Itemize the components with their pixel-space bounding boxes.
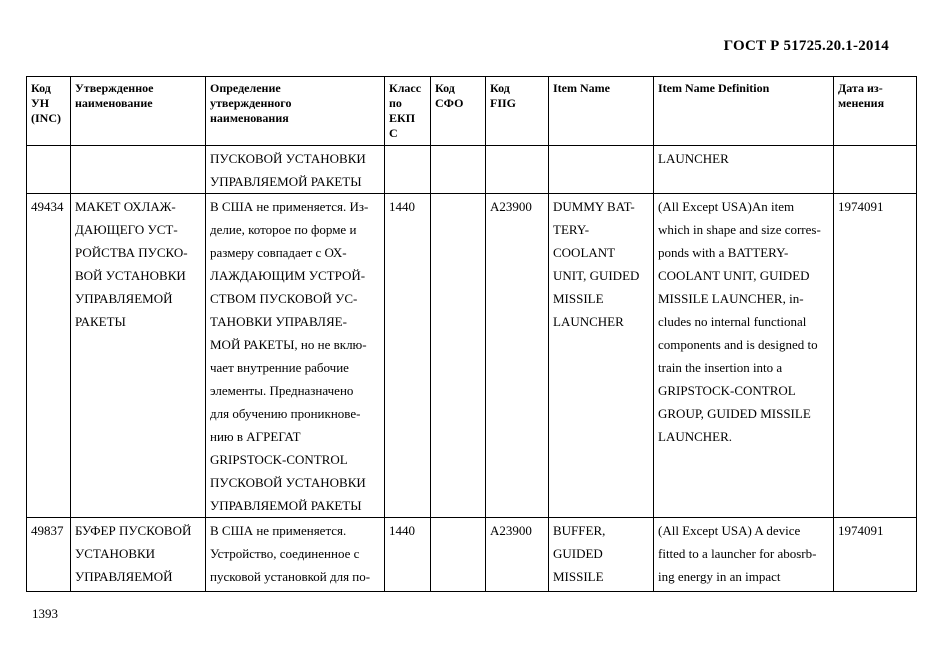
cell-item-definition [654,194,834,518]
cell-line: УСТАНОВКИ [75,546,156,561]
cell-line: ponds with a BATTERY- [658,245,789,260]
header-approved-name [71,77,206,146]
cell-sfo [431,146,486,194]
cell-line: пусковой установкой для по- [210,569,371,584]
cell-line: УПРАВЛЯЕМОЙ [75,291,173,306]
cell-item-name [549,194,654,518]
cell-line: размеру совпадает с ОХ- [210,245,347,260]
cell-line: МАКЕТ ОХЛАЖ- [75,199,176,214]
cell-line: components and is designed to [658,337,818,352]
cell-line: (All Except USA)An item [658,199,795,214]
cell-line: LAUNCHER. [658,429,733,444]
header-change-date [834,77,917,146]
cell-line: БУФЕР ПУСКОВОЙ [75,523,192,538]
header-item-name [549,77,654,146]
cell-line: УПРАВЛЯЕМОЙ РАКЕТЫ [210,498,362,513]
cell-line: ДАЮЩЕГО УСТ- [75,222,178,237]
header-line: Дата из- [838,81,883,95]
page-number: 1393 [32,606,58,621]
cell-line: ПУСКОВОЙ УСТАНОВКИ [210,475,366,490]
header-line: Код [490,81,510,95]
cell-approved-name [71,146,206,194]
cell-line: Устройство, соединенное с [210,546,360,561]
cell-line: MISSILE [553,291,604,306]
header-sfo [431,77,486,146]
cell-change-date [834,146,917,194]
table-row [27,518,917,592]
cell-line: UNIT, GUIDED [553,268,640,283]
cell-sfo [431,518,486,592]
cell-class [385,146,431,194]
cell-line: COOLANT [553,245,616,260]
cell-line: РОЙСТВА ПУСКО- [75,245,188,260]
header-line: наименования [210,111,289,125]
cell-inc: 49837 [27,518,71,592]
cell-line: (All Except USA) A device [658,523,801,538]
cell-approved-name [71,518,206,592]
cell-line: COOLANT UNIT, GUIDED [658,268,810,283]
cell-line: В США не применяется. [210,523,347,538]
header-inc [27,77,71,146]
document-standard-code: ГОСТ Р 51725.20.1-2014 [723,38,889,54]
header-line: ЕКП [389,111,416,125]
cell-sfo [431,194,486,518]
cell-line: МОЙ РАКЕТЫ, но не вклю- [210,337,367,352]
cell-line: УПРАВЛЯЕМОЙ [75,569,173,584]
cell-line: LAUNCHER [658,151,729,166]
cell-change-date: 1974091 [834,518,917,592]
header-line: менения [838,96,885,110]
cell-line: TERY- [553,222,590,237]
header-line: СФО [435,96,464,110]
table-row [27,194,917,518]
cell-class: 1440 [385,518,431,592]
header-line: УН [31,96,50,110]
cell-line: ВОЙ УСТАНОВКИ [75,268,186,283]
cell-line: fitted to a launcher for abosrb- [658,546,817,561]
cell-line: GUIDED [553,546,603,561]
cell-inc [27,146,71,194]
cell-line: элементы. Предназначено [210,383,354,398]
cell-line: ПУСКОВОЙ УСТАНОВКИ [210,151,366,166]
header-item-definition [654,77,834,146]
header-definition [206,77,385,146]
cell-line: УПРАВЛЯЕМОЙ РАКЕТЫ [210,174,362,189]
table-header-row [27,77,917,146]
cell-line: GRIPSTOCK-CONTROL [210,452,348,467]
cell-fiig: A23900 [486,194,549,518]
cell-fiig: A23900 [486,518,549,592]
cell-line: BUFFER, [553,523,606,538]
cell-line: which in shape and size corres- [658,222,821,237]
cell-line: ing energy in an impact [658,569,781,584]
cell-item-definition [654,518,834,592]
cell-line: ЛАЖДАЮЩИМ УСТРОЙ- [210,268,366,283]
cell-line: MISSILE LAUNCHER, in- [658,291,804,306]
header-line: С [389,126,398,140]
cell-line: GROUP, GUIDED MISSILE [658,406,811,421]
cell-definition [206,518,385,592]
header-line: Утвержденное [75,81,154,95]
header-line: Item Name [553,81,610,95]
header-line: Класс [389,81,422,95]
cell-line: В США не применяется. Из- [210,199,369,214]
cell-line: train the insertion into a [658,360,783,375]
cell-line: cludes no internal functional [658,314,807,329]
cell-class: 1440 [385,194,431,518]
cell-inc: 49434 [27,194,71,518]
header-line: по [389,96,402,110]
header-fiig [486,77,549,146]
cell-definition [206,146,385,194]
cell-line: делие, которое по форме и [210,222,357,237]
header-line: Item Name Definition [658,81,770,95]
cell-line: для обучению проникнове- [210,406,361,421]
header-line: Код [435,81,455,95]
cell-item-name [549,146,654,194]
header-class [385,77,431,146]
cell-line: ТАНОВКИ УПРАВЛЯЕ- [210,314,347,329]
cell-line: DUMMY BAT- [553,199,635,214]
cell-item-name [549,518,654,592]
header-line: Код [31,81,51,95]
cell-fiig [486,146,549,194]
cell-line: GRIPSTOCK-CONTROL [658,383,796,398]
header-line: утвержденного [210,96,292,110]
header-line: Определение [210,81,281,95]
header-line: (INC) [31,111,61,125]
header-line: наименование [75,96,153,110]
cell-line: СТВОМ ПУСКОВОЙ УС- [210,291,358,306]
cell-line: чает внутренние рабочие [210,360,349,375]
cell-item-definition [654,146,834,194]
table-row [27,146,917,194]
classification-table [26,76,917,592]
cell-line: РАКЕТЫ [75,314,126,329]
cell-line: LAUNCHER [553,314,624,329]
cell-change-date: 1974091 [834,194,917,518]
cell-line: нию в АГРЕГАТ [210,429,301,444]
cell-line: MISSILE [553,569,604,584]
table-body [27,146,917,592]
cell-approved-name [71,194,206,518]
cell-definition [206,194,385,518]
header-line: FIIG [490,96,517,110]
